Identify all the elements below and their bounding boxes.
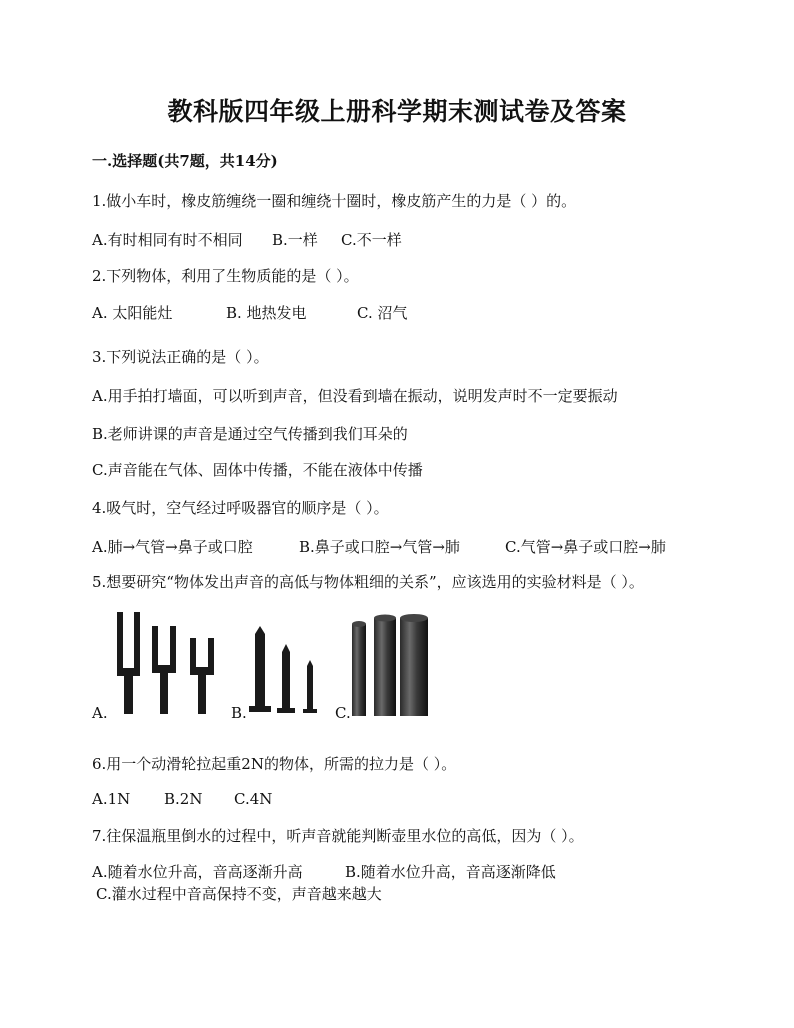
question-6-option-a: A.1N bbox=[92, 790, 131, 808]
question-1-stem: 1.做小车时，橡皮筋缠绕一圈和缠绕十圈时，橡皮筋产生的力是（ ）的。 bbox=[92, 192, 577, 210]
question-6-option-c: C.4N bbox=[234, 790, 273, 808]
question-7-stem: 7.往保温瓶里倒水的过程中，听声音就能判断壶里水位的高低，因为（ ）。 bbox=[92, 827, 584, 845]
question-3-option-c: C.声音能在气体、固体中传播，不能在液体中传播 bbox=[92, 461, 423, 479]
question-3-stem: 3.下列说法正确的是（ ）。 bbox=[92, 348, 269, 366]
tuning-forks-figure bbox=[104, 610, 222, 716]
question-3-option-a: A.用手拍打墙面，可以听到声音，但没看到墙在振动，说明发声时不一定要振动 bbox=[92, 387, 618, 405]
question-4-option-c: C.气管→鼻子或口腔→肺 bbox=[505, 538, 666, 556]
section-heading: 一.选择题(共7题，共14分) bbox=[92, 152, 278, 170]
page-title: 教科版四年级上册科学期末测试卷及答案 bbox=[167, 97, 627, 126]
question-2-option-a: A. 太阳能灶 bbox=[92, 304, 173, 322]
question-2-stem: 2.下列物体，利用了生物质能的是（ ）。 bbox=[92, 267, 359, 285]
question-5-stem: 5.想要研究“物体发出声音的高低与物体粗细的关系”，应该选用的实验材料是（ ）。 bbox=[92, 573, 644, 591]
question-1-option-c: C.不一样 bbox=[341, 231, 402, 249]
question-4-stem: 4.吸气时，空气经过呼吸器官的顺序是（ ）。 bbox=[92, 499, 389, 517]
question-1-option-a: A.有时相同有时不相同 bbox=[92, 231, 243, 249]
question-7-option-a: A.随着水位升高，音高逐渐升高 bbox=[92, 863, 303, 881]
question-3-option-b: B.老师讲课的声音是通过空气传播到我们耳朵的 bbox=[92, 425, 408, 443]
question-4-option-b: B.鼻子或口腔→气管→肺 bbox=[299, 538, 460, 556]
cylinders-figure bbox=[350, 614, 430, 718]
question-6-stem: 6.用一个动滑轮拉起重2N的物体，所需的拉力是（ ）。 bbox=[92, 755, 457, 773]
question-5-option-b: B. bbox=[231, 704, 247, 722]
question-4-option-a: A.肺→气管→鼻子或口腔 bbox=[92, 538, 253, 556]
question-2-option-b: B. 地热发电 bbox=[226, 304, 307, 322]
question-2-option-c: C. 沼气 bbox=[357, 304, 408, 322]
question-1-option-b: B.一样 bbox=[272, 231, 318, 249]
question-5-option-a: A. bbox=[92, 704, 108, 722]
nails-figure bbox=[248, 626, 324, 716]
question-5-option-c: C. bbox=[335, 704, 351, 722]
question-7-option-b: B.随着水位升高，音高逐渐降低 bbox=[345, 863, 556, 881]
question-6-option-b: B.2N bbox=[164, 790, 203, 808]
question-7-option-c: C.灌水过程中音高保持不变，声音越来越大 bbox=[96, 885, 382, 903]
